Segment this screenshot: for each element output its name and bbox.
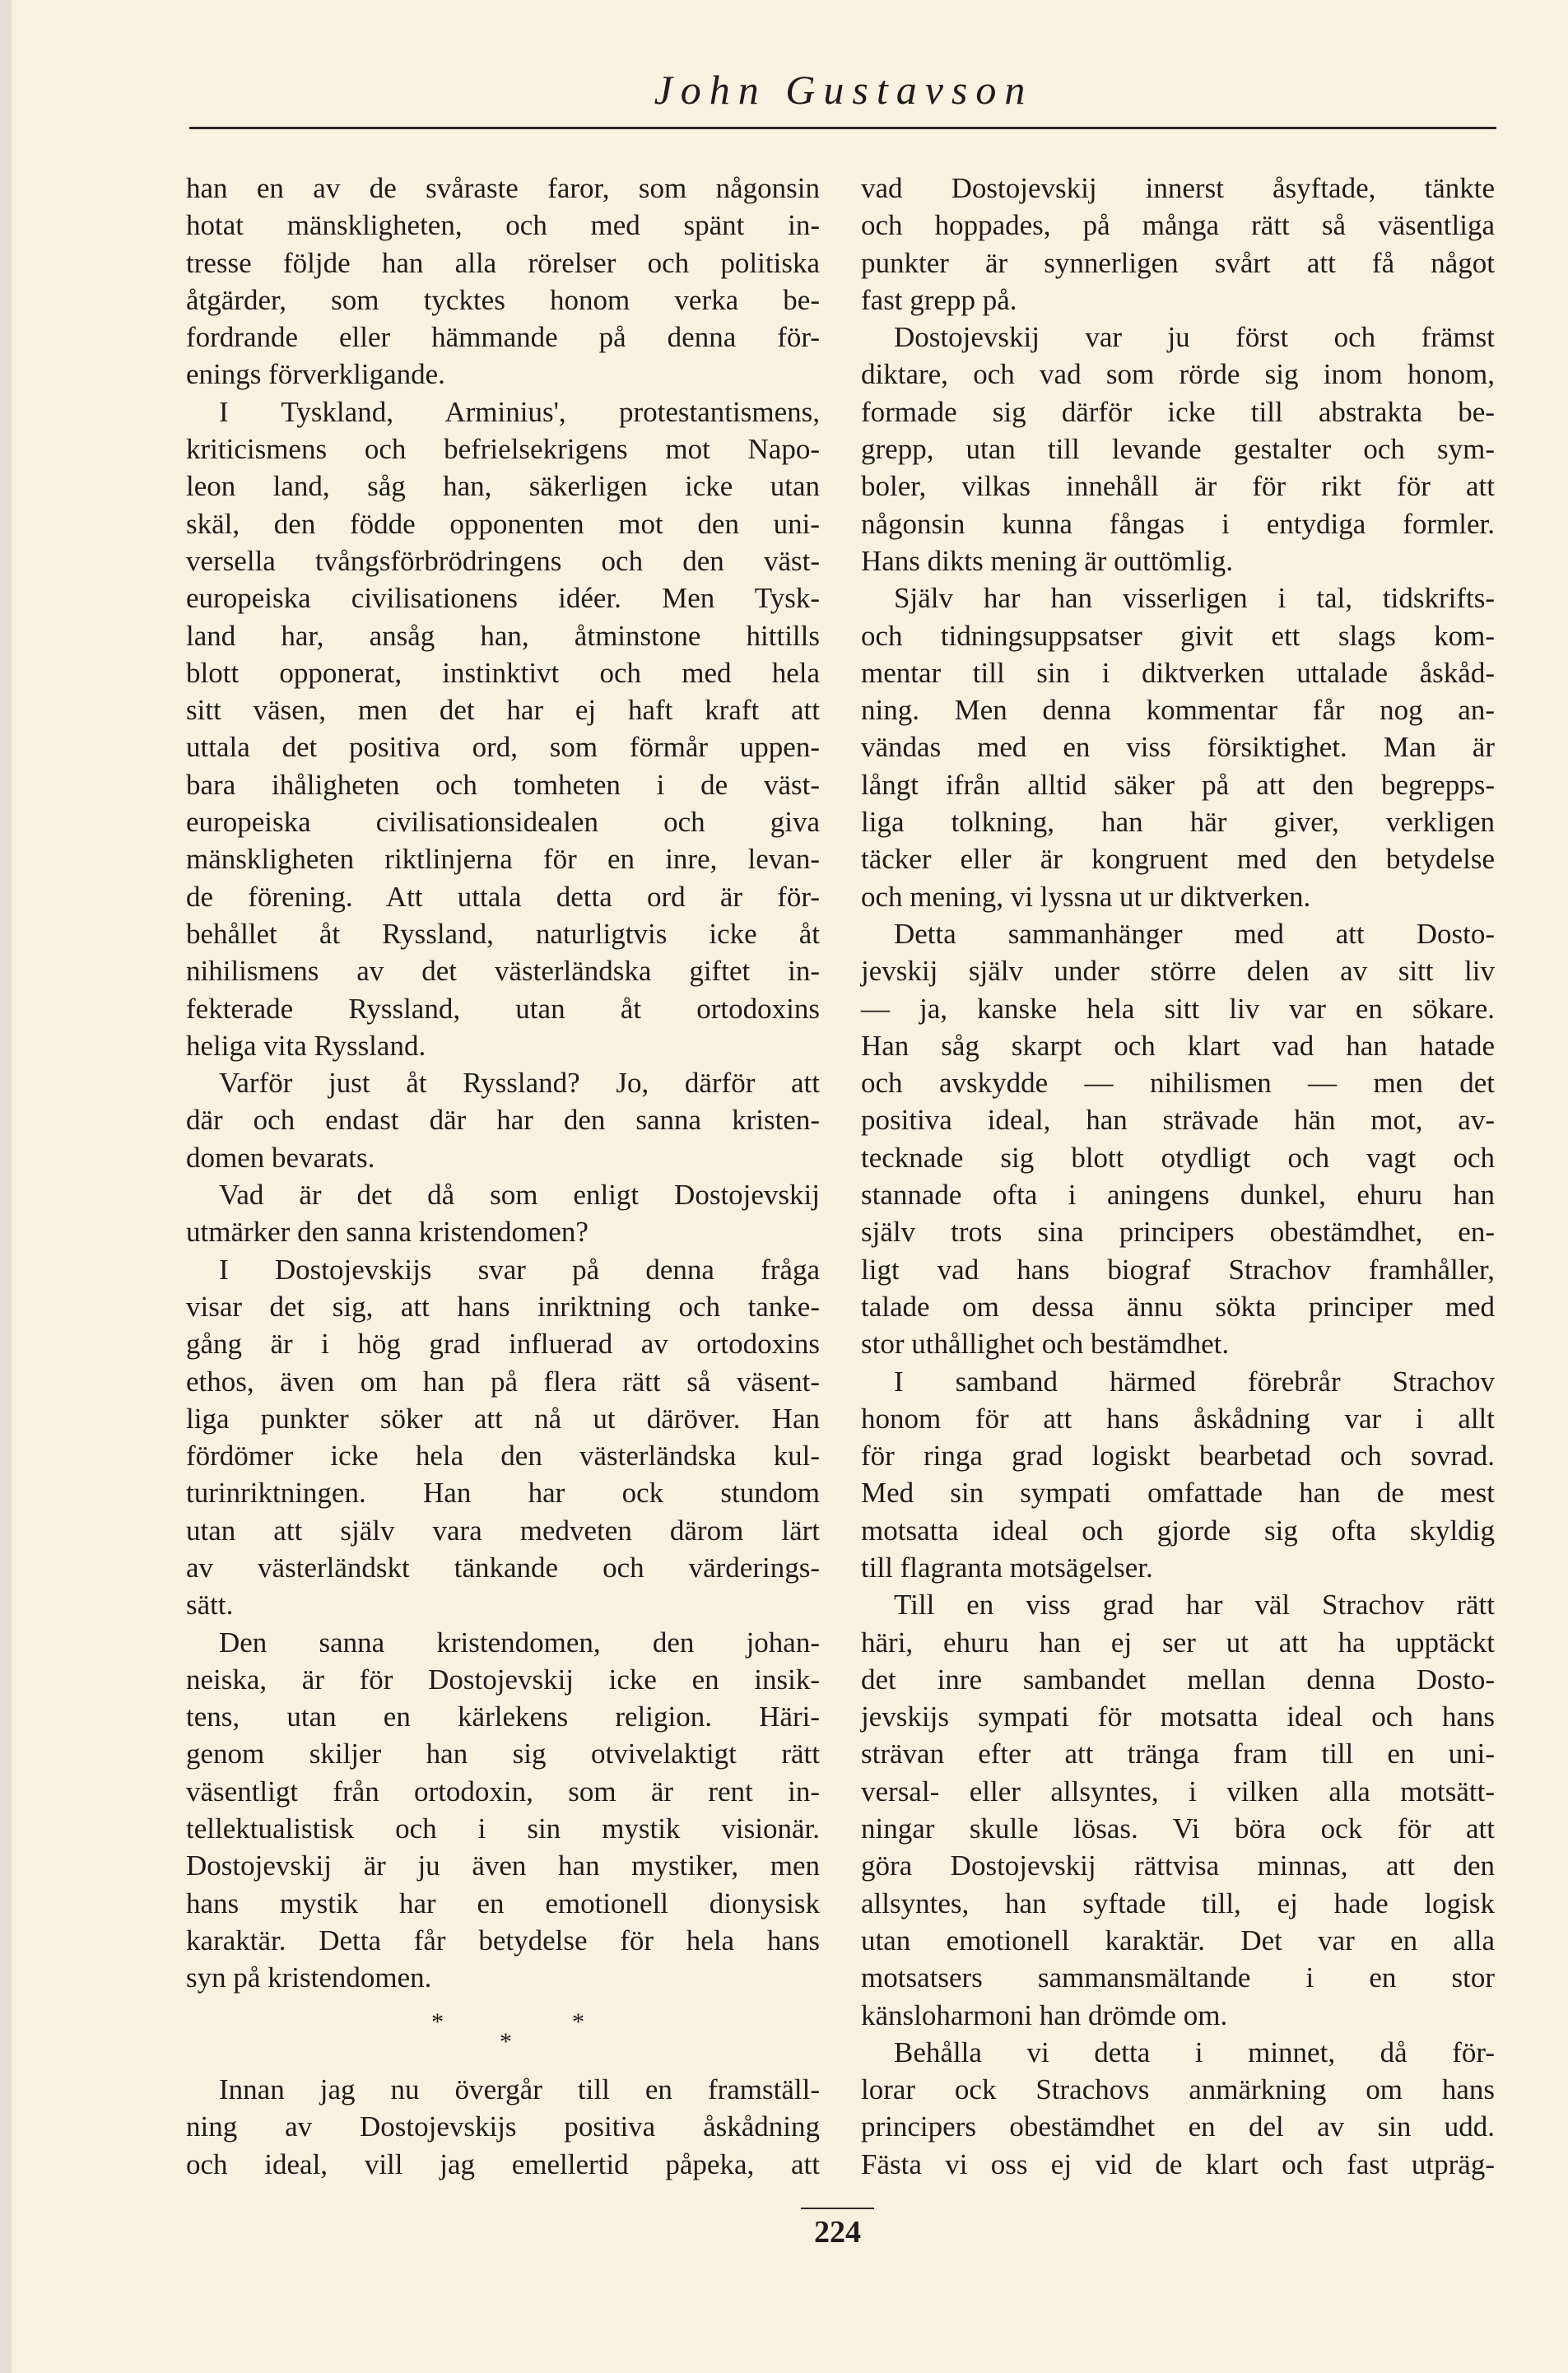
running-header-author: John Gustavson — [654, 67, 1034, 113]
section-separator — [186, 1997, 820, 2072]
text-line: och ideal, vill jag emellertid påpeka, att — [186, 2147, 820, 2180]
text-line: av västerländskt tänkande och värderings- — [186, 1551, 820, 1584]
text-line: talade om dessa ännu sökta principer med — [861, 1290, 1495, 1323]
text-line: fordrande eller hämmande på denna för- — [186, 321, 820, 354]
text-line: göra Dostojevskij rättvisa minnas, att den — [861, 1850, 1495, 1882]
text-line: liga punkter söker att nå ut däröver. Han — [186, 1402, 820, 1435]
text-line: Vad är det då som enligt Dostojevskij — [219, 1179, 820, 1212]
text-line: ning. Men denna kommentar får nog an- — [861, 694, 1495, 727]
text-line: utan emotionell karaktär. Det var en alla — [861, 1924, 1495, 1957]
text-line: kriticismens och befrielsekrigens mot Napo- — [186, 433, 820, 466]
text-line: hans mystik har en emotionell dionysisk — [186, 1887, 820, 1919]
text-line: I Dostojevskijs svar på denna fråga — [219, 1253, 820, 1286]
text-line: boler, vilkas innehåll är för rikt för att — [861, 470, 1495, 503]
text-line: uttala det positiva ord, som förmår uppen- — [186, 731, 820, 764]
text-line: Han såg skarpt och klart vad han hatade — [861, 1029, 1495, 1062]
text-line: väsentligt från ortodoxin, som är rent in- — [186, 1775, 820, 1808]
text-line: vändas med en viss försiktighet. Man är — [861, 731, 1495, 764]
asterisk: * — [431, 2008, 444, 2036]
asterisk: * — [500, 2027, 512, 2055]
text-line: europeiska civilisationsidealen och giva — [186, 806, 820, 839]
text-line: någonsin kunna fångas i entydiga formler. — [861, 507, 1495, 540]
text-line: skäl, den födde opponenten mot den uni- — [186, 507, 820, 540]
text-line: till flagranta motsägelser. — [861, 1551, 1153, 1584]
text-line: mentar till sin i diktverken uttalade åskåd- — [861, 656, 1495, 689]
text-line: åtgärder, som tycktes honom verka be- — [186, 283, 820, 316]
text-line: fördömer icke hela den västerländska kul- — [186, 1440, 820, 1473]
text-line: Med sin sympati omfattade han de mest — [861, 1477, 1495, 1510]
text-line: jevskijs sympati för motsatta ideal och hans — [861, 1701, 1495, 1733]
text-line: täcker eller är kongruent med den betydelse — [861, 843, 1495, 876]
text-line: det inre sambandet mellan denna Dosto- — [861, 1663, 1495, 1696]
text-line: blott opponerat, instinktivt och med hela — [186, 656, 820, 689]
text-line: genom skiljer han sig otvivelaktigt rätt — [186, 1738, 820, 1770]
text-line: känsloharmoni han drömde om. — [861, 1998, 1228, 2031]
text-line: karaktär. Detta får betydelse för hela hans — [186, 1924, 820, 1957]
text-line: allsyntes, han syftade till, ej hade logisk — [861, 1887, 1495, 1919]
text-line: land har, ansåg han, åtminstone hittills — [186, 619, 820, 652]
text-line: de förening. Att uttala detta ord är för- — [186, 880, 820, 913]
text-line: Dostojevskij är ju även han mystiker, men — [186, 1850, 820, 1882]
text-line: formade sig därför icke till abstrakta be- — [861, 395, 1495, 428]
text-line: syn på kristendomen. — [186, 1961, 432, 1994]
left-column — [186, 170, 820, 2183]
text-line: motsatta ideal och gjorde sig ofta skyldig — [861, 1514, 1495, 1547]
text-line: nihilismens av det västerländska giftet in- — [186, 955, 820, 988]
text-line: Varför just åt Ryssland? Jo, därför att — [219, 1067, 820, 1100]
text-line: enings förverkligande. — [186, 358, 445, 391]
page-number-rule — [801, 2208, 874, 2209]
text-line: och tidningsuppsatser givit ett slags kom- — [861, 619, 1495, 652]
text-line: hotat mänskligheten, och med spänt in- — [186, 209, 820, 242]
text-line: sitt väsen, men det har ej haft kraft att — [186, 694, 820, 727]
asterisk: * — [572, 2008, 584, 2036]
text-line: långt ifrån alltid säker på att den begrepps- — [861, 768, 1495, 801]
text-line: tens, utan en kärlekens religion. Häri- — [186, 1701, 820, 1733]
text-line: diktare, och vad som rörde sig inom honom, — [861, 358, 1495, 391]
text-line: fast grepp på. — [861, 283, 1017, 316]
text-line: utan att själv vara medveten därom lärt — [186, 1514, 820, 1547]
text-line: versal- eller allsyntes, i vilken alla motsätt- — [861, 1775, 1495, 1808]
text-line: häri, ehuru han ej ser ut att ha upptäckt — [861, 1626, 1495, 1659]
scan-edge — [0, 0, 12, 2373]
text-line: Hans dikts mening är outtömlig. — [861, 544, 1234, 577]
text-line: strävan efter att tränga fram till en uni- — [861, 1738, 1495, 1770]
text-line: honom för att hans åskådning var i allt — [861, 1402, 1495, 1435]
text-line: behållet åt Ryssland, naturligtvis icke åt — [186, 917, 820, 950]
text-line: europeiska civilisationens idéer. Men Tysk- — [186, 582, 820, 615]
text-line: vad Dostojevskij innerst åsyftade, tänkte — [861, 172, 1495, 204]
text-line: neiska, är för Dostojevskij icke en insik- — [186, 1663, 820, 1696]
text-line: turinriktningen. Han har ock stundom — [186, 1477, 820, 1510]
text-line: Innan jag nu övergår till en framställ- — [219, 2073, 820, 2106]
text-line: ethos, även om han på flera rätt så väsent- — [186, 1365, 820, 1398]
text-line: tellektualistisk och i sin mystik visionär. — [186, 1812, 820, 1845]
text-line: där och endast där har den sanna kristen- — [186, 1104, 820, 1137]
text-line: domen bevarats. — [186, 1141, 375, 1174]
text-line: — ja, kanske hela sitt liv var en sökare. — [861, 992, 1495, 1025]
text-line: jevskij själv under större delen av sitt liv — [861, 955, 1495, 988]
text-line: för ringa grad logiskt bearbetad och sovrad. — [861, 1440, 1495, 1473]
text-line: Behålla vi detta i minnet, då för- — [894, 2036, 1495, 2068]
text-line: Den sanna kristendomen, den johan- — [219, 1626, 820, 1659]
text-line: stannade ofta i aningens dunkel, ehuru han — [861, 1179, 1495, 1212]
page-number: 224 — [814, 2215, 861, 2250]
text-line: sätt. — [186, 1589, 234, 1622]
text-line: och hoppades, på många rätt så väsentliga — [861, 209, 1495, 242]
header-rule — [189, 127, 1496, 129]
text-line: Till en viss grad har väl Strachov rätt — [894, 1589, 1495, 1622]
text-line: motsatsers sammansmältande i en stor — [861, 1961, 1495, 1994]
text-line: I Tyskland, Arminius', protestantismens, — [219, 395, 820, 428]
text-line: bara ihåligheten och tomheten i de väst- — [186, 768, 820, 801]
text-line: tecknade sig blott otydligt och vagt och — [861, 1141, 1495, 1174]
text-line: Själv har han visserligen i tal, tidskrifts- — [894, 582, 1495, 615]
text-line: och mening, vi lyssna ut ur diktverken. — [861, 880, 1311, 913]
text-line: han en av de svåraste faror, som någonsin — [186, 172, 820, 204]
text-line: principers obestämdhet en del av sin udd. — [861, 2110, 1495, 2143]
text-line: grepp, utan till levande gestalter och sym- — [861, 433, 1495, 466]
text-line: ligt vad hans biograf Strachov framhåller, — [861, 1253, 1495, 1286]
text-line: och avskydde — nihilismen — men det — [861, 1067, 1495, 1100]
text-line: I samband härmed förebrår Strachov — [894, 1365, 1495, 1398]
text-line: versella tvångsförbrödringens och den väst- — [186, 544, 820, 577]
text-line: gång är i hög grad influerad av ortodoxins — [186, 1328, 820, 1361]
text-line: själv trots sina principers obestämdhet, en- — [861, 1216, 1495, 1249]
text-line: fekterade Ryssland, utan åt ortodoxins — [186, 992, 820, 1025]
text-line: Dostojevskij var ju först och främst — [894, 321, 1495, 354]
text-line: punkter är synnerligen svårt att få något — [861, 246, 1495, 279]
text-line: positiva ideal, han strävade hän mot, av- — [861, 1104, 1495, 1137]
text-line: heliga vita Ryssland. — [186, 1029, 426, 1062]
text-line: mänskligheten riktlinjerna för en inre, levan- — [186, 843, 820, 876]
right-column — [861, 170, 1495, 2183]
text-line: tresse följde han alla rörelser och politiska — [186, 246, 820, 279]
text-line: leon land, såg han, säkerligen icke utan — [186, 470, 820, 503]
text-line: ningar skulle lösas. Vi böra ock för att — [861, 1812, 1495, 1845]
text-line: ning av Dostojevskijs positiva åskådning — [186, 2110, 820, 2143]
text-line: Detta sammanhänger med att Dosto- — [894, 917, 1495, 950]
text-line: stor uthållighet och bestämdhet. — [861, 1328, 1230, 1361]
text-line: utmärker den sanna kristendomen? — [186, 1216, 589, 1249]
text-line: visar det sig, att hans inriktning och tanke- — [186, 1290, 820, 1323]
text-line: liga tolkning, han här giver, verkligen — [861, 806, 1495, 839]
text-line: lorar ock Strachovs anmärkning om hans — [861, 2073, 1495, 2106]
text-line: Fästa vi oss ej vid de klart och fast utpräg- — [861, 2147, 1495, 2180]
